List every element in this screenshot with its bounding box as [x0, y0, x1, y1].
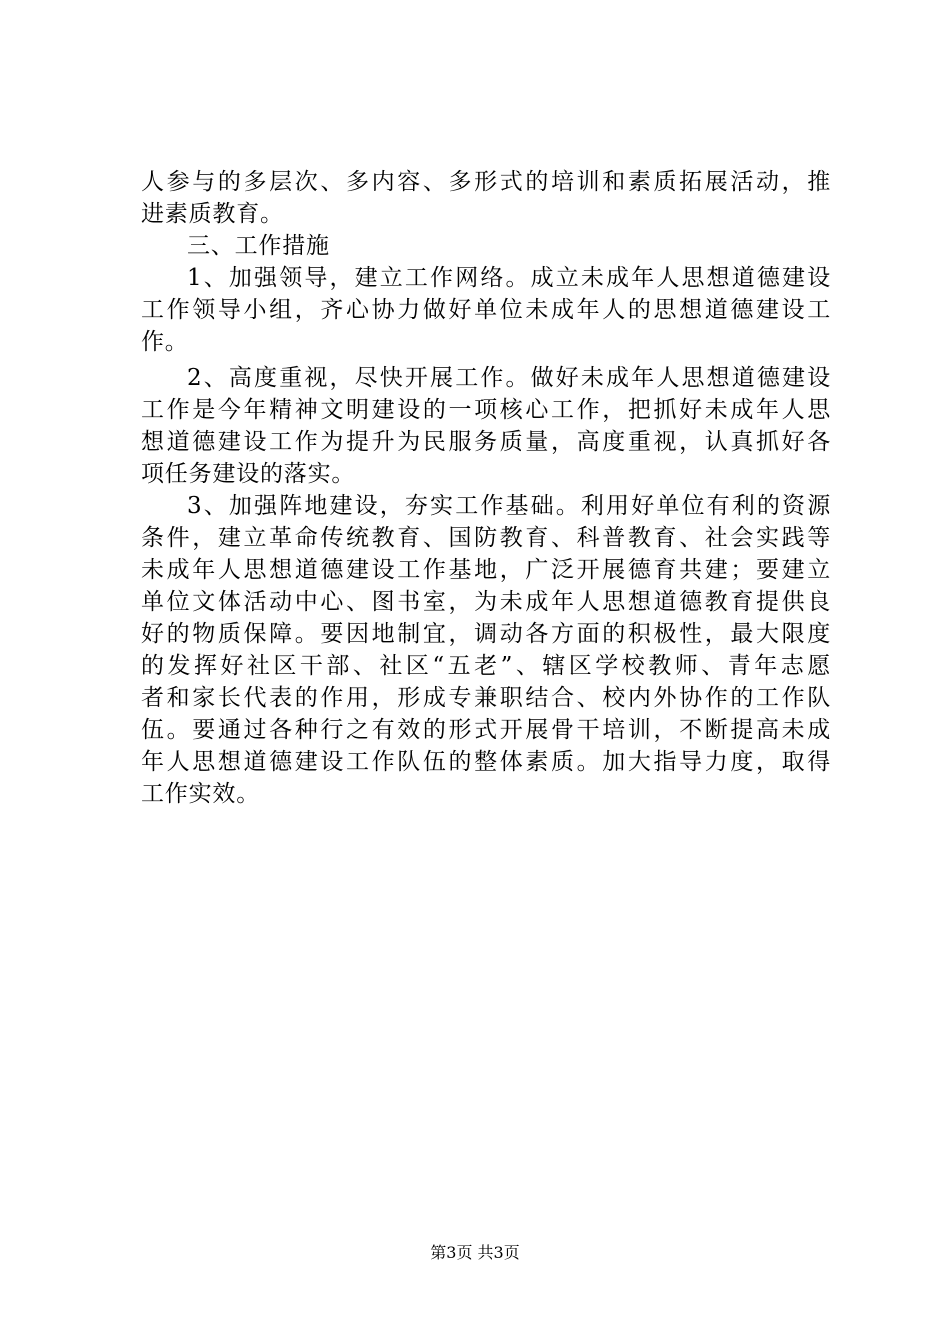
text-line: 伍。要通过各种行之有效的形式开展骨干培训，不断提高未成	[141, 717, 831, 743]
text-line: 未成年人思想道德建设工作基地，广泛开展德育共建；要建立	[141, 557, 831, 583]
text-line: 1、加强领导，建立工作网络。成立未成年人思想道德建设	[187, 265, 831, 291]
text-line: 进素质教育。	[141, 201, 284, 227]
text-line: 工作是今年精神文明建设的一项核心工作，把抓好未成年人思	[141, 397, 831, 423]
text-line: 者和家长代表的作用，形成专兼职结合、校内外协作的工作队	[141, 685, 831, 711]
section-heading: 三、工作措施	[187, 233, 330, 259]
text-line: 项任务建设的落实。	[141, 461, 356, 487]
text-line: 人参与的多层次、多内容、多形式的培训和素质拓展活动，推	[141, 169, 831, 195]
text-line: 年人思想道德建设工作队伍的整体素质。加大指导力度，取得	[141, 749, 831, 775]
text-line: 工作领导小组，齐心协力做好单位未成年人的思想道德建设工	[141, 297, 831, 323]
document-body	[141, 166, 831, 810]
page-number-footer: 第3页 共3页	[430, 1243, 520, 1262]
text-line: 的发挥好社区干部、社区“五老”、辖区学校教师、青年志愿	[141, 653, 831, 679]
text-line: 想道德建设工作为提升为民服务质量，高度重视，认真抓好各	[141, 429, 831, 455]
text-line: 2、高度重视，尽快开展工作。做好未成年人思想道德建设	[187, 365, 831, 391]
text-line: 好的物质保障。要因地制宜，调动各方面的积极性，最大限度	[141, 621, 831, 647]
text-line: 单位文体活动中心、图书室，为未成年人思想道德教育提供良	[141, 589, 831, 615]
text-line: 作。	[141, 329, 189, 355]
text-line: 工作实效。	[141, 781, 260, 807]
text-line: 3、加强阵地建设，夯实工作基础。利用好单位有利的资源	[187, 493, 831, 519]
text-line: 条件，建立革命传统教育、国防教育、科普教育、社会实践等	[141, 525, 831, 551]
